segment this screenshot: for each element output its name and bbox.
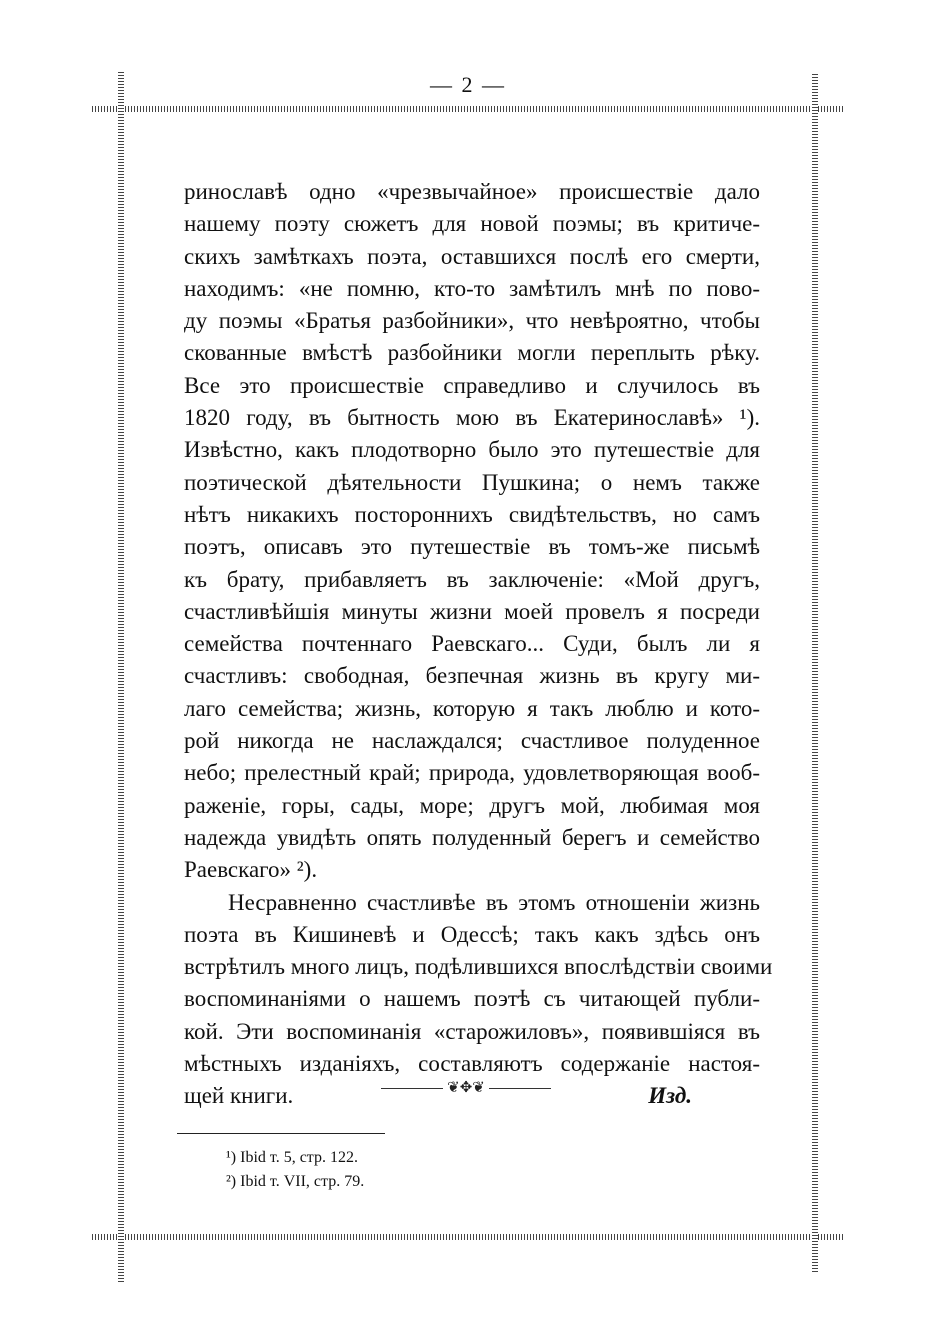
text-line: надежда увидѣть опять полуденный берегъ и семейство [184, 824, 760, 850]
text-line: ринославѣ одно «чрезвычайное» происшествіе дало [184, 179, 760, 204]
text-line: 1820 году, въ бытность мою въ Екатеринославѣ» ¹). [184, 405, 760, 431]
text-line: нѣтъ никакихъ постороннихъ свидѣтельствъ, но самъ [184, 501, 760, 527]
footnote-rule [177, 1133, 385, 1134]
text-line: семейства почтеннаго Раевскаго... Суди, былъ ли я [184, 631, 760, 657]
final-text: щей книги. [184, 1083, 294, 1109]
text-line: поэтической дѣятельности Пушкина; о немъ также [184, 469, 760, 495]
text-line: встрѣтилъ много лицъ, подѣлившихся впослѣдствіи своими [184, 954, 773, 980]
ornament-icon: ❦✥❦ [447, 1080, 485, 1096]
text-line: нашему поэту сюжетъ для новой поэмы; въ критиче- [184, 211, 760, 237]
bottom-border [92, 1234, 844, 1240]
text-line: поэтъ, описавъ это путешествіе въ томъ-же письмѣ [184, 534, 760, 560]
top-border [92, 106, 844, 112]
text-line: къ брату, прибавляетъ въ заключеніе: «Мой другъ, [184, 566, 760, 592]
text-line: лаго семейства; жизнь, которую я такъ люблю и кото- [184, 695, 760, 721]
right-border [812, 72, 818, 1272]
text-line: воспоминаніями о нашемъ поэтѣ съ читающей публи- [184, 986, 760, 1012]
footnote-2: ²) Ibid т. VII, стр. 79. [226, 1173, 365, 1190]
text-line: Несравненно счастливѣе въ этомъ отношеніи жизнь [228, 889, 760, 915]
text-line: скихъ замѣткахъ поэта, оставшихся послѣ его смерти, [184, 243, 760, 269]
text-line: Все это происшествіе справедливо и случилось въ [184, 372, 760, 398]
text-line: рой никогда не наслаждался; счастливое полуденное [184, 728, 760, 754]
text-line: счастливѣйшія минуты жизни моей провелъ я посреди [184, 598, 760, 624]
ornament-rule-right [489, 1088, 551, 1089]
text-line: находимъ: «не помню, кто-то замѣтилъ мнѣ по пово- [184, 275, 760, 301]
text-line: мѣстныхъ изданіяхъ, составляютъ содержаніе настоя- [184, 1051, 760, 1077]
left-border [118, 72, 124, 1282]
footnotes [226, 1146, 364, 1194]
text-line: счастливъ: свободная, безпечная жизнь въ кругу ми- [184, 663, 760, 689]
footnote-1: ¹) Ibid т. 5, стр. 122. [226, 1149, 358, 1166]
ornament-rule-left [381, 1088, 443, 1089]
ornament-divider [370, 1078, 562, 1097]
page-number: — 2 — [430, 72, 506, 97]
text-line: поэта въ Кишиневѣ и Одессѣ; такъ какъ здѣсь онъ [184, 921, 760, 947]
text-line: Извѣстно, какъ плодотворно было это путешествіе для [184, 437, 760, 463]
text-line: раженіе, горы, сады, море; другъ мой, любимая моя [184, 792, 760, 818]
text-line: кой. Эти воспоминанія «старожиловъ», появившіяся въ [184, 1018, 760, 1044]
editor-signature: Изд. [648, 1083, 692, 1109]
text-line: Раевскаго» ²). [184, 857, 318, 883]
text-line: небо; прелестный край; природа, удовлетворяющая вооб- [184, 760, 760, 786]
text-line: ду поэмы «Братья разбойники», что невѣроятно, чтобы [184, 308, 760, 334]
text-line: скованные вмѣстѣ разбойники могли переплыть рѣку. [184, 340, 760, 366]
body-text [184, 176, 773, 1113]
